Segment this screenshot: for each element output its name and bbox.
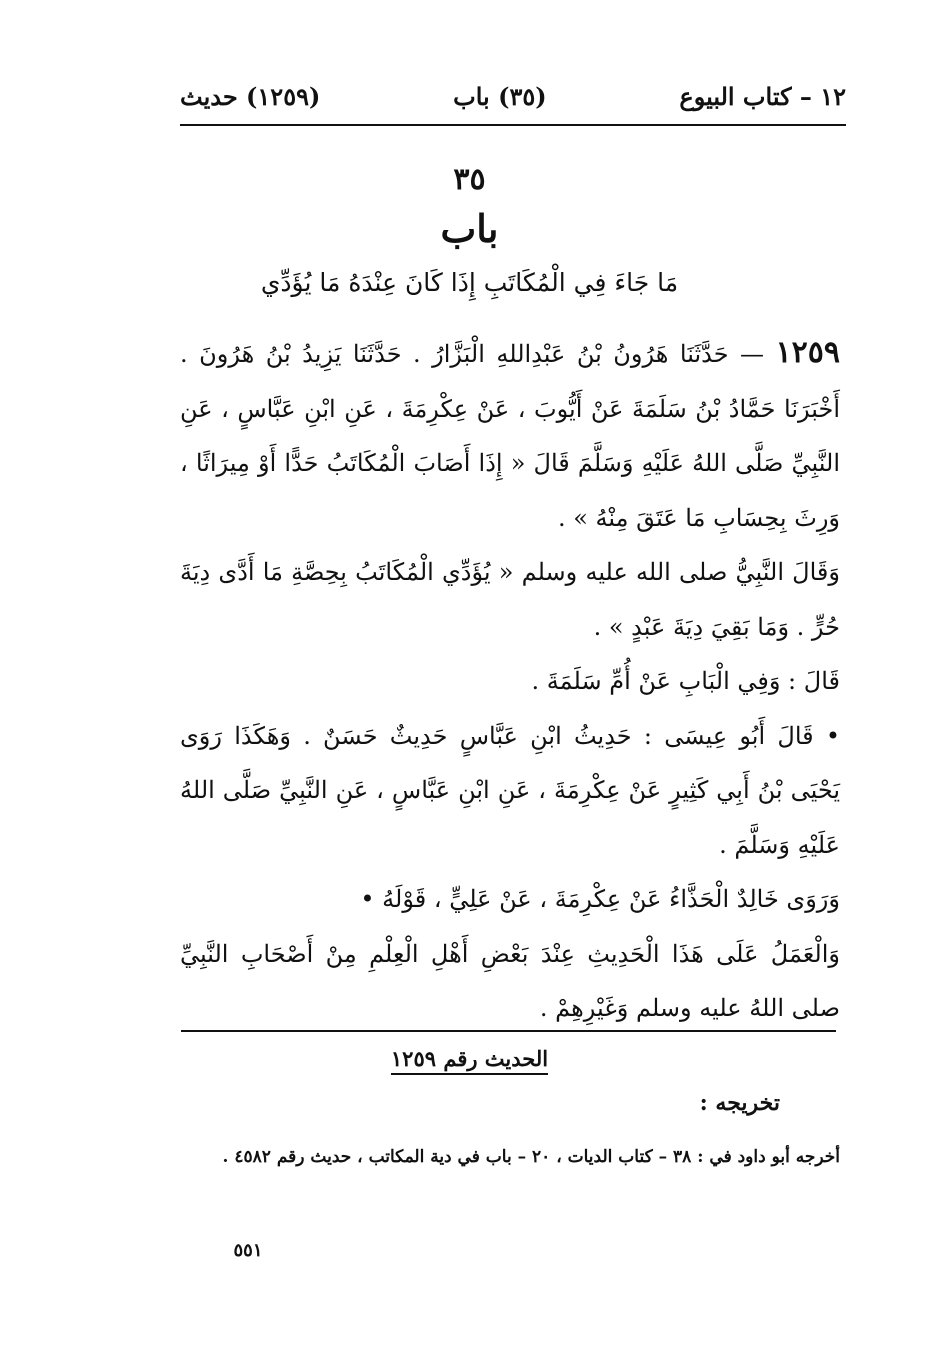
hadith-text: — حَدَّثَنَا هَرُونُ بْنُ عَبْدِاللهِ الْبَزَّارُ . حَدَّثَنَا يَزِيدُ بْنُ هَرُونَ . أَخْبَرَنَا حَمَّادُ بْنُ سَلَمَةَ عَنْ أَيُّوبَ ، عَنْ عِكْرِمَةَ ، عَنِ ابْنِ عَبَّاسٍ ، عَنِ النَّبِيِّ صَلَّى اللهُ عَلَيْهِ وَسَلَّمَ قَالَ « إِذَا أَصَابَ الْمُكَاتَبُ حَدًّا أَوْ مِيرَاثًا ، وَرِثَ بِحِسَابِ مَا عَتَقَ مِنْهُ » . <box>180 340 840 532</box>
hadith-number: ١٢٥٩ <box>775 335 840 370</box>
main-text <box>180 326 840 1036</box>
chapter-number: ٣٥ <box>453 162 486 197</box>
footnote-text: أخرجه أبو داود في : ٣٨ – كتاب الديات ، ٢٠ – باب في دية المكاتب ، حديث رقم ٤٥٨٢ . <box>222 1147 840 1167</box>
page-number: ٥٥١ <box>233 1240 263 1261</box>
header-book-title: ١٢ – كتاب البيوع <box>679 81 846 111</box>
header-hadith-number: (١٢٥٩) حديث <box>180 81 321 111</box>
chapter-note-paragraph: قَالَ : وَفِي الْبَابِ عَنْ أُمِّ سَلَمَةَ . <box>531 667 840 695</box>
practice-paragraph: وَالْعَمَلُ عَلَى هَذَا الْحَدِيثِ عِنْدَ بَعْضِ أَهْلِ الْعِلْمِ مِنْ أَصْحَابِ النَّبِيِّ صلى اللهُ عليه وسلم وَغَيْرِهِمْ . <box>180 939 840 1022</box>
footnote-heading-text: الحديث رقم ١٢٥٩ <box>391 1046 548 1075</box>
abu-isa-comment-paragraph: • قَالَ أَبُو عِيسَى : حَدِيثُ ابْنِ عَبَّاسٍ حَدِيثٌ حَسَنٌ . وَهَكَذَا رَوَى يَحْيَى بْنُ أَبِي كَثِيرٍ عَنْ عِكْرِمَةَ ، عَنِ ابْنِ عَبَّاسٍ ، عَنِ النَّبِيِّ صَلَّى اللهُ عَلَيْهِ وَسَلَّمَ . <box>180 721 840 859</box>
prophet-saying-paragraph: وَقَالَ النَّبِيُّ صلى الله عليه وسلم « يُؤَدِّي الْمُكَاتَبُ بِحِصَّةِ مَا أَدَّى دِيَةَ حُرٍّ . وَمَا بَقِيَ دِيَةَ عَبْدٍ » . <box>180 558 840 641</box>
chapter-heading: باب <box>440 206 499 251</box>
footnote-divider <box>181 1030 836 1032</box>
running-header <box>180 78 846 114</box>
hadith-paragraph <box>180 326 840 545</box>
footnote-heading <box>0 1046 939 1071</box>
khalid-narration-paragraph: وَرَوَى خَالِدٌ الْحَذَّاءُ عَنْ عِكْرِمَةَ ، عَنْ عَلِيٍّ ، قَوْلَهُ • <box>360 885 840 913</box>
takhrij-label: تخريجه : <box>699 1090 780 1116</box>
header-divider <box>180 124 846 126</box>
header-chapter: (٣٥) باب <box>453 81 547 111</box>
chapter-title: مَا جَاءَ فِي الْمُكَاتَبِ إِذَا كَانَ عِنْدَهُ مَا يُؤَدِّي <box>260 268 679 297</box>
